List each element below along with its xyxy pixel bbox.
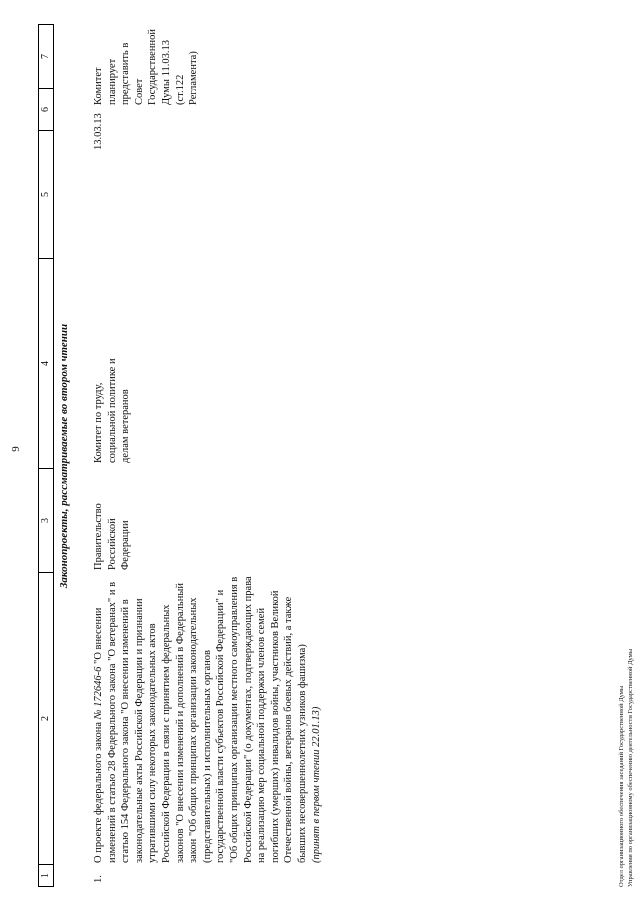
column-header-table [38,24,54,887]
column-header-3: 3 [39,469,54,573]
bill-description [92,575,323,863]
section-title: Законопроекты, рассматриваемые во втором чтении [58,323,70,589]
row-number: 1. [93,875,104,883]
bill-number: № 172646-6 [93,666,104,720]
committee-note: Комитет планирует представить в Совет Государственной Думы 11.03.13 (ст.122 Регламента) [93,29,200,105]
review-date: 13.03.13 [93,113,104,150]
bill-intro: О проекте федерального закона [93,721,104,863]
column-header-1: 1 [39,865,54,887]
bill-text: "О внесении изменений в статью 28 Федерального закона "О ветеранах" и в статью 154 Федерального закона "О внесении изменений в законодательные акты Российской Федерации и признании утратившими силу некоторых законодательных актов Российской Федерации в связи с принятием федеральных законов "О внесении изменений и дополнений в Федеральный закон "Об общих принципах организации законодательных (представительных) и исполнительных органов государственной власти субъектов Российской Федерации" и "Об общих принципах организации местного самоуправления в Российской Федерации" (о документах, подтверждающих права на реализацию мер социальной поддержки членов семей погибших (умерших) инвалидов войны, участников Великой Отечественной войны, ветеранов боевых действий, а также бывших несовершеннолетних узников фашизма) [93,576,308,863]
column-header-6: 6 [39,89,54,131]
bill-status: (принят в первом чтении 22.01.13) [310,706,322,863]
column-header-5: 5 [39,131,54,259]
column-header-2: 2 [39,573,54,865]
footer-line-2: Управления по организационному обеспечению деятельности Государственной Думы [627,648,634,887]
responsible-committee: Комитет по труду, социальной политике и делам ветеранов [93,358,132,463]
page-number: 9 [10,446,22,452]
footer-line-1: Отдел организационного обеспечения заседаний Государственной Думы [618,685,625,887]
column-header-4: 4 [39,259,54,469]
bill-author: Правительство Российской Федерации [93,503,132,570]
column-header-7: 7 [39,25,54,89]
